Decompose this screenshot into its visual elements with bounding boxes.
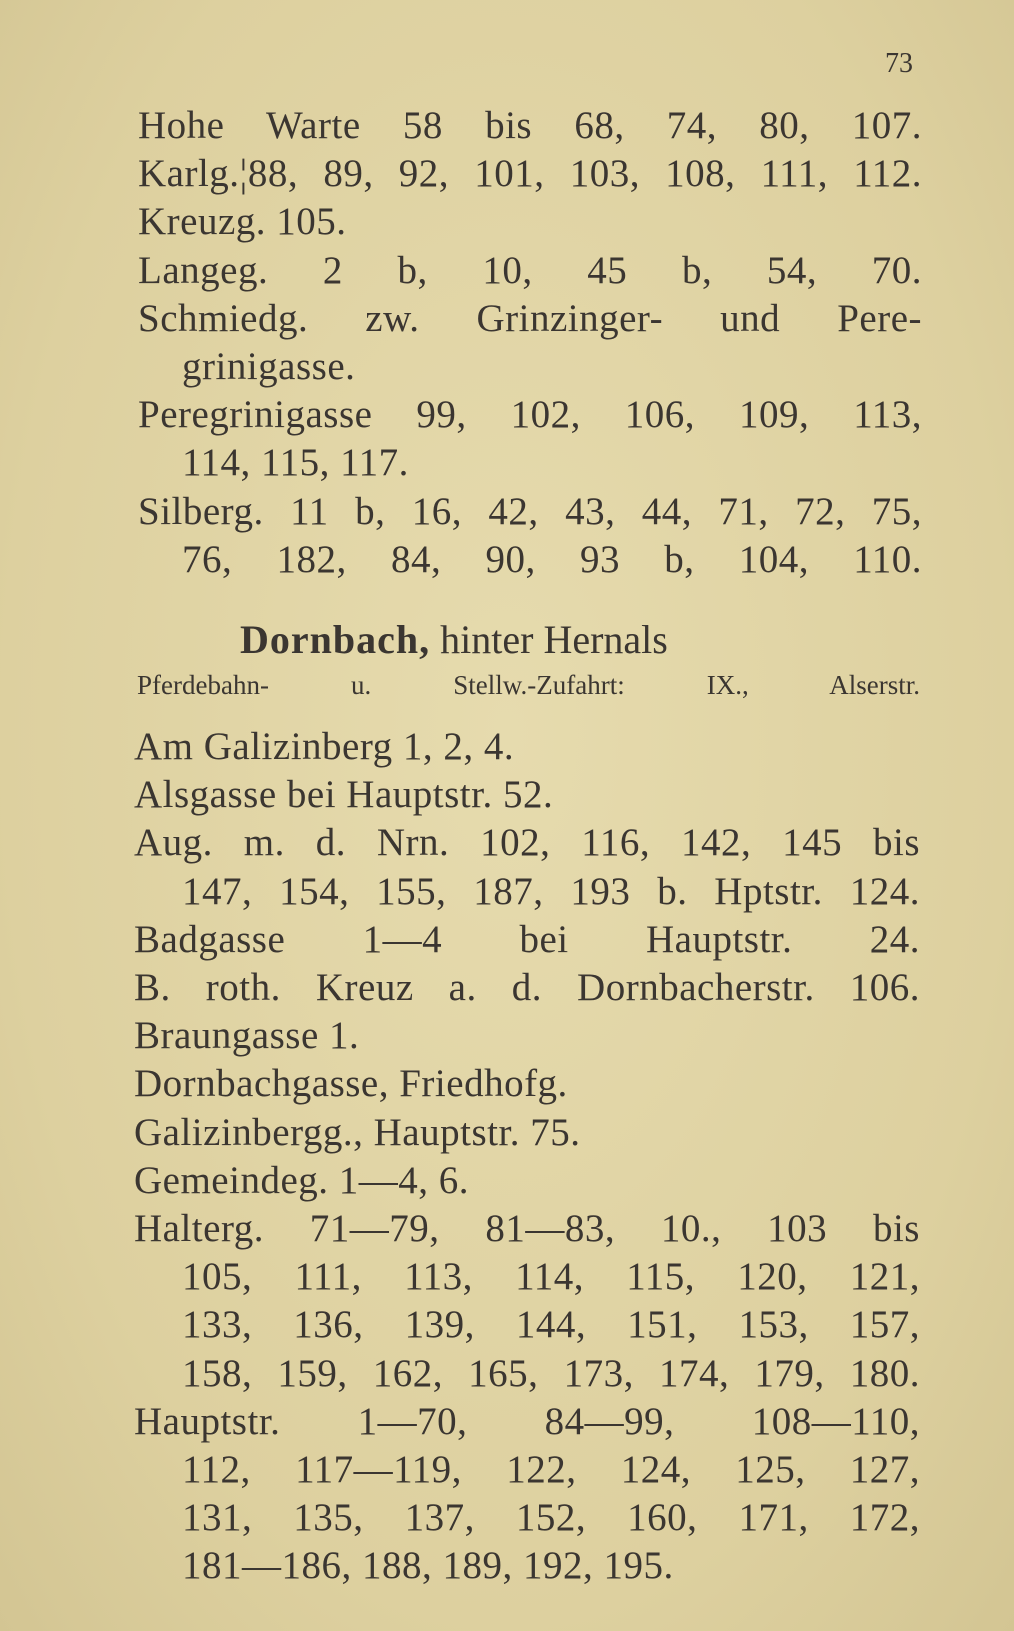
entry-line: Hohe Warte 58 bis 68, 74, 80, 107. [138, 104, 922, 147]
entry-line: Braungasse 1. [134, 1014, 360, 1058]
entry-line: Halterg. 71—79, 81—83, 10., 103 bis [134, 1207, 920, 1250]
entry-continuation-line: 158, 159, 162, 165, 173, 174, 179, 180. [182, 1351, 920, 1395]
entry-continuation-line: 181—186, 188, 189, 192, 195. [182, 1544, 674, 1588]
section-heading [240, 616, 668, 663]
page-number: 73 [885, 48, 913, 79]
entry-line: Alsgasse bei Hauptstr. 52. [134, 773, 554, 817]
heading-place: Dornbach, [240, 617, 431, 662]
entry-continuation-line: 112, 117—119, 122, 124, 125, 127, [182, 1448, 920, 1491]
entry-line: Badgasse 1—4 bei Hauptstr. 24. [134, 917, 920, 961]
entry-line: B. roth. Kreuz a. d. Dornbacherstr. 106. [134, 966, 920, 1009]
entry-line: Kreuzg. 105. [138, 200, 347, 244]
entry-line: Gemeindeg. 1—4, 6. [134, 1158, 470, 1202]
entry-continuation-line: grinigasse. [182, 345, 356, 388]
entry-line: Hauptstr. 1—70, 84—99, 108—110, [134, 1399, 920, 1443]
entry-continuation-line: 147, 154, 155, 187, 193 b. Hptstr. 124. [182, 869, 920, 913]
entry-continuation-line: 114, 115, 117. [182, 441, 409, 485]
entry-continuation-line: 105, 111, 113, 114, 115, 120, 121, [182, 1255, 920, 1299]
entry-line: Silberg. 11 b, 16, 42, 43, 44, 71, 72, 75, [138, 489, 922, 533]
heading-rest: hinter Hernals [440, 617, 668, 662]
entry-continuation-line: 133, 136, 139, 144, 151, 153, 157, [182, 1303, 920, 1347]
entry-line: Peregrinigasse 99, 102, 106, 109, 113, [138, 393, 922, 437]
entry-line: Galizinbergg., Hauptstr. 75. [134, 1110, 581, 1154]
entry-line: Am Galizinberg 1, 2, 4. [134, 725, 515, 768]
entry-continuation-line: 131, 135, 137, 152, 160, 171, 172, [182, 1496, 920, 1540]
entry-line: Karlg.¦88, 89, 92, 101, 103, 108, 111, 112. [138, 152, 922, 196]
entry-line: Schmiedg. zw. Grinzinger- und Pere- [138, 296, 922, 340]
entry-line: Aug. m. d. Nrn. 102, 116, 142, 145 bis [134, 821, 920, 865]
entry-line: Langeg. 2 b, 10, 45 b, 54, 70. [138, 248, 922, 292]
entry-continuation-line: 76, 182, 84, 90, 93 b, 104, 110. [182, 537, 922, 581]
section-subtitle: Pferdebahn- u. Stellw.-Zufahrt: IX., Alserstr. [137, 670, 920, 700]
entry-line: Dornbachgasse, Friedhofg. [134, 1062, 568, 1106]
